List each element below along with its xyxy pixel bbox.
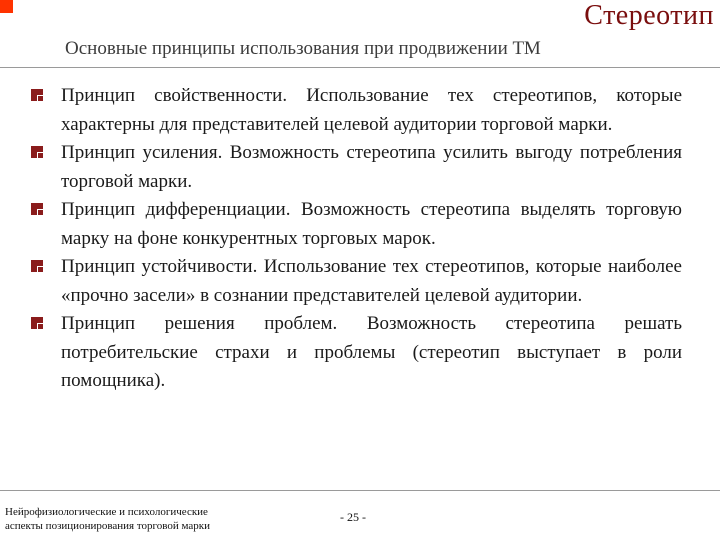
list-item [30, 253, 682, 310]
bullet-square-icon [31, 203, 43, 215]
bullet-text: Принцип свойственности. Использование тех стереотипов, которые характерны для представителей целевой аудитории торговой марки. [61, 85, 682, 135]
corner-accent-mark [0, 0, 13, 13]
header-divider [0, 67, 720, 68]
footer-divider [0, 490, 720, 491]
bullet-text: Принцип дифференциации. Возможность стереотипа выделять торговую марку на фоне конкурентных торговых марок. [61, 199, 682, 249]
footer-course-title [5, 505, 305, 533]
bullet-square-icon [31, 260, 43, 272]
footer-line-1: Нейрофизиологические и психологические [5, 506, 208, 518]
list-item [30, 196, 682, 253]
slide-title: Стереотип [584, 0, 714, 31]
principles-list [30, 82, 682, 396]
list-item [30, 139, 682, 196]
bullet-square-icon [31, 89, 43, 101]
list-item [30, 82, 682, 139]
bullet-text: Принцип решения проблем. Возможность стереотипа решать потребительские страхи и проблемы (стереотип выступает в роли помощника). [61, 313, 682, 391]
bullet-text: Принцип устойчивости. Использование тех стереотипов, которые наиболее «прочно засели» в сознании представителей целевой аудитории. [61, 256, 682, 306]
footer-line-2: аспекты позиционирования торговой марки [5, 520, 211, 532]
bullet-text: Принцип усиления. Возможность стереотипа усилить выгоду потребления торговой марки. [61, 142, 682, 192]
bullet-square-icon [31, 317, 43, 329]
page-number: - 25 - [340, 510, 366, 524]
slide-subtitle: Основные принципы использования при продвижении ТМ [65, 38, 541, 59]
list-item [30, 310, 682, 396]
bullet-square-icon [31, 146, 43, 158]
